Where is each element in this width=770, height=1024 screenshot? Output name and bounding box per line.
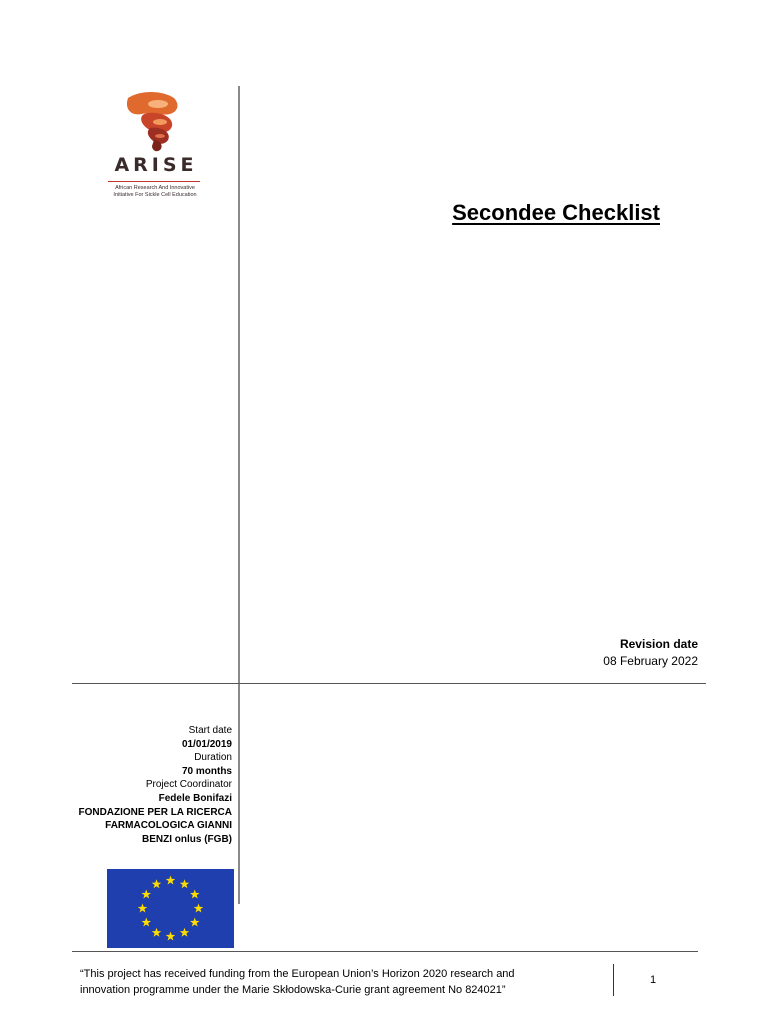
eu-star-icon	[190, 918, 200, 927]
start-date-value: 01/01/2019	[181, 738, 232, 750]
footer-separator	[613, 964, 614, 996]
institution-line-1: FONDAZIONE PER LA RICERCA	[78, 806, 232, 818]
logo-tagline-line-2: Initiative For Sickle Cell Education	[113, 192, 197, 198]
revision-date-value: 08 February 2022	[603, 654, 698, 668]
start-date-label: Start date	[188, 725, 232, 736]
eu-star-icon	[152, 879, 162, 888]
footer-divider	[72, 951, 698, 952]
funding-line-1: “This project has received funding from the European Union’s Horizon 2020 research and	[80, 968, 515, 980]
eu-star-icon	[180, 879, 190, 888]
eu-star-icon	[166, 876, 176, 885]
eu-star-icon	[166, 932, 176, 941]
institution-line-3: BENZI onlus (FGB)	[142, 833, 232, 845]
duration-value: 70 months	[181, 765, 232, 777]
logo-wordmark: ARISE	[114, 154, 198, 176]
arise-logo	[100, 88, 210, 206]
logo-tagline-line-1: African Research And Innovative	[115, 185, 195, 191]
coordinator-name: Fedele Bonifazi	[158, 792, 232, 804]
eu-star-icon	[194, 904, 204, 913]
eu-star-icon	[152, 928, 162, 937]
revision-date-label: Revision date	[619, 637, 698, 651]
institution-line-2: FARMACOLOGICA GIANNI	[105, 820, 232, 832]
eu-star-icon	[142, 890, 152, 899]
eu-flag-icon	[107, 869, 234, 948]
eu-star-icon	[180, 928, 190, 937]
page-number: 1	[650, 974, 657, 986]
eu-star-icon	[138, 904, 148, 913]
funding-statement	[80, 966, 580, 998]
duration-label: Duration	[194, 752, 232, 764]
eu-star-icon	[142, 918, 152, 927]
funding-line-2: innovation programme under the Marie Skłodowska-Curie grant agreement No 824021”	[80, 984, 506, 996]
horizontal-divider	[72, 683, 706, 684]
africa-spiral-icon	[100, 88, 210, 154]
coordinator-label: Project Coordinator	[145, 779, 232, 791]
eu-star-icon	[190, 890, 200, 899]
vertical-divider	[238, 86, 240, 904]
logo-tagline	[100, 185, 210, 199]
logo-divider	[108, 181, 200, 182]
project-info	[78, 724, 232, 846]
document-title: Secondee Checklist	[452, 200, 660, 225]
